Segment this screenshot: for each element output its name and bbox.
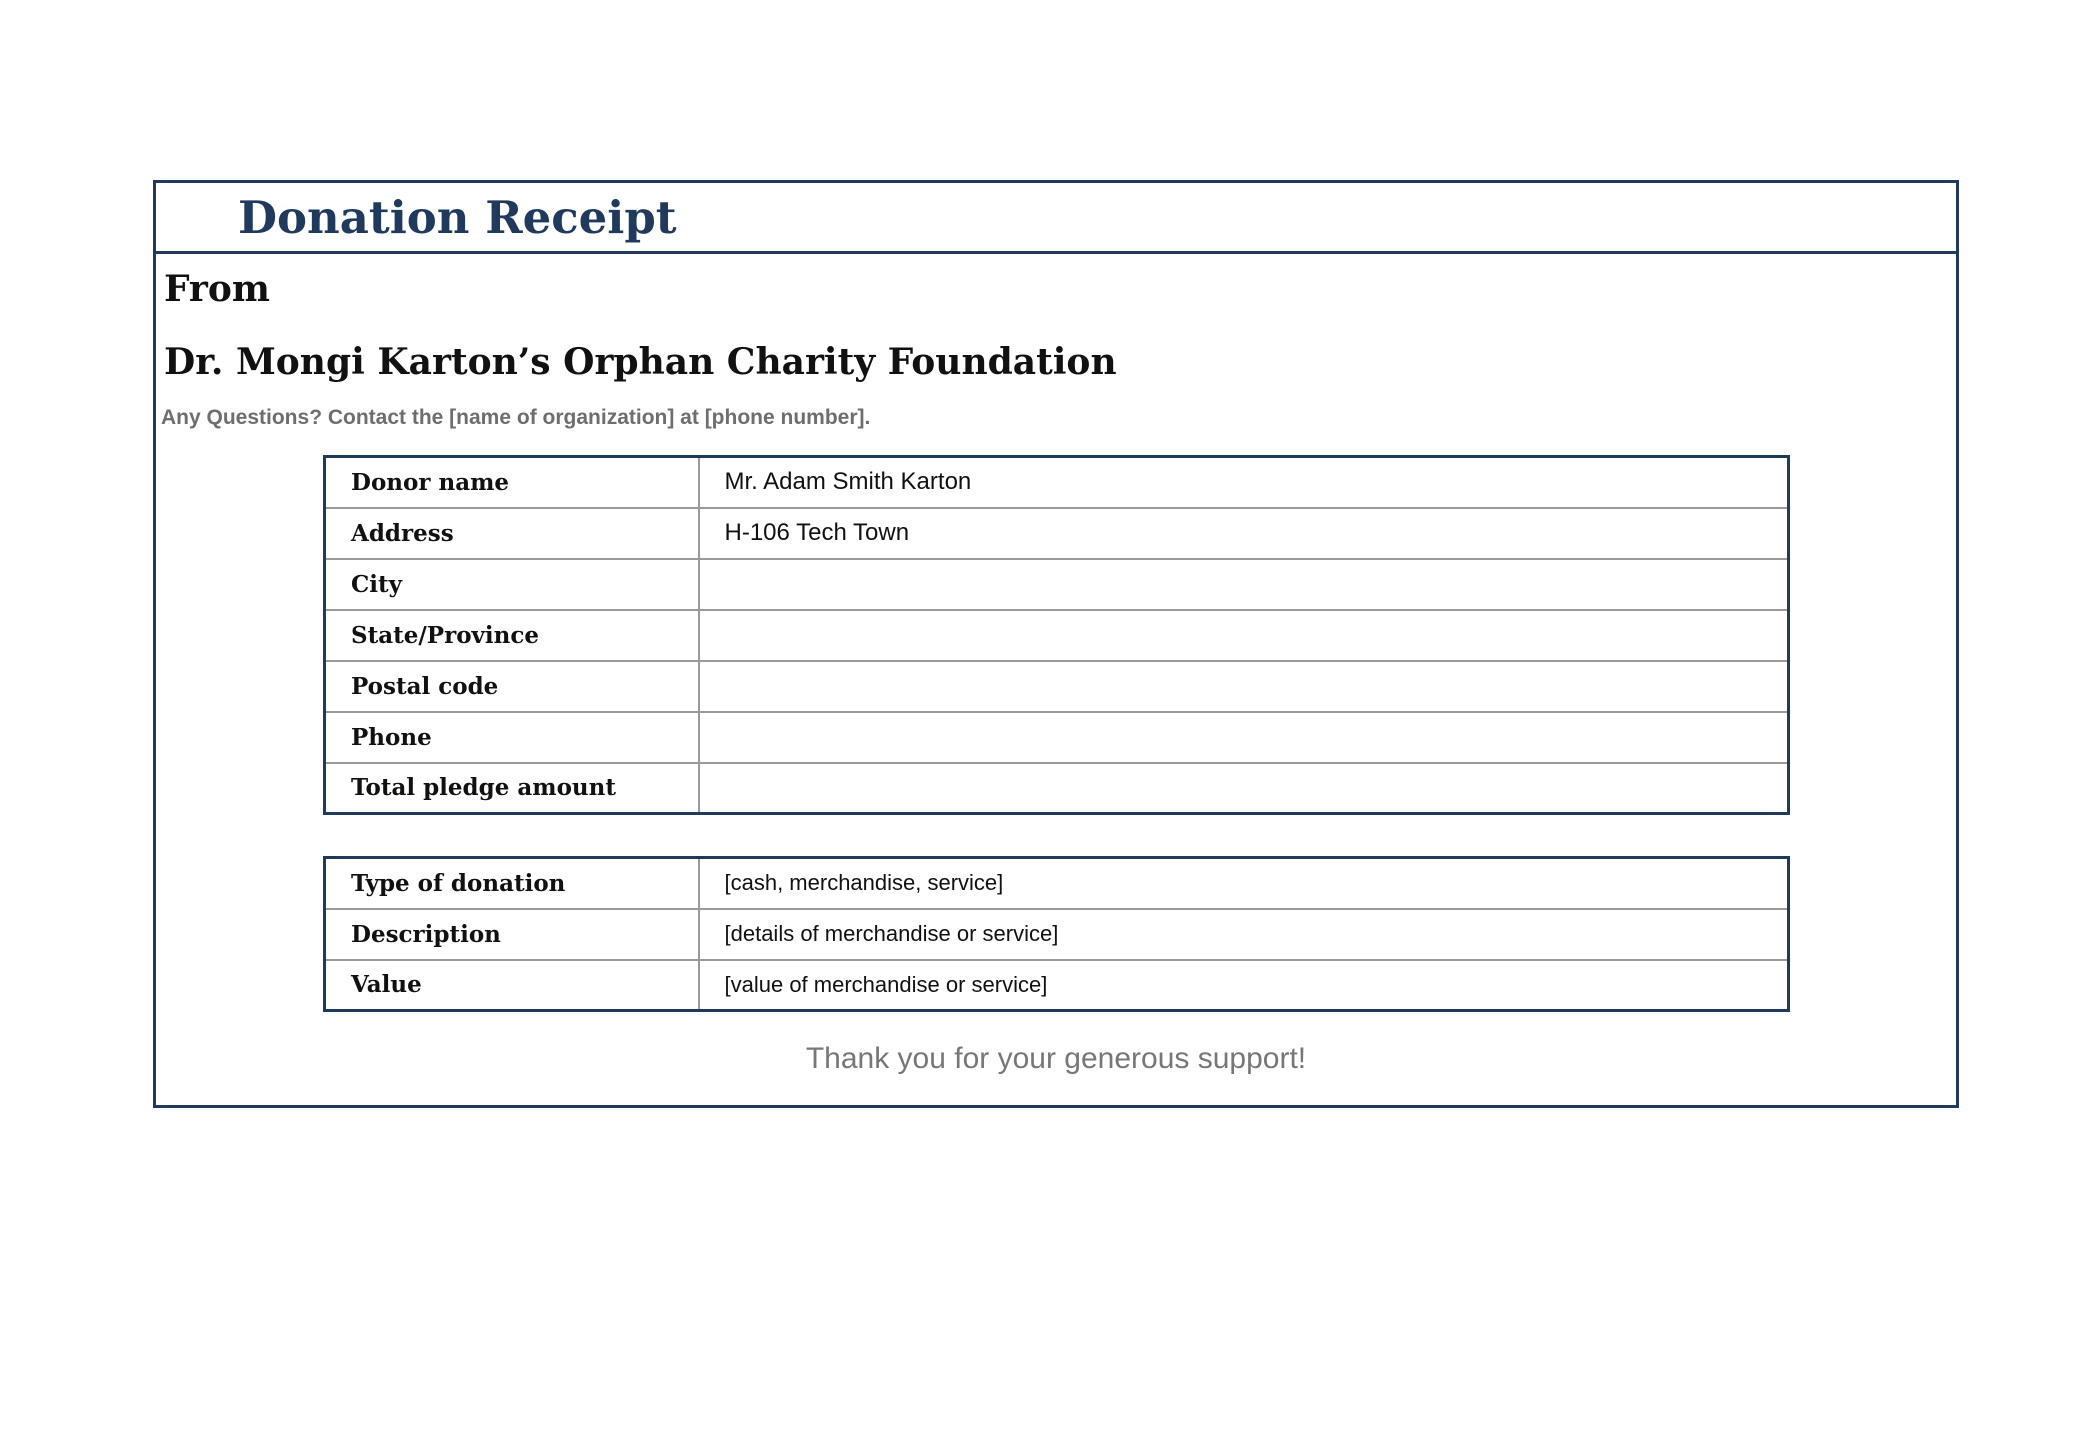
donation-details-table bbox=[323, 856, 1790, 1012]
total-pledge-label: Total pledge amount bbox=[325, 763, 699, 814]
donor-name-field[interactable]: Mr. Adam Smith Karton bbox=[699, 457, 1789, 508]
state-province-field[interactable] bbox=[699, 610, 1789, 661]
table-row-donor-name bbox=[325, 457, 1789, 508]
address-label: Address bbox=[325, 508, 699, 559]
donor-info-table bbox=[323, 455, 1790, 815]
description-field[interactable]: [details of merchandise or service] bbox=[699, 909, 1789, 960]
city-label: City bbox=[325, 559, 699, 610]
donation-type-field[interactable]: [cash, merchandise, service] bbox=[699, 858, 1789, 909]
value-field[interactable]: [value of merchandise or service] bbox=[699, 960, 1789, 1011]
table-row-phone bbox=[325, 712, 1789, 763]
table-row-postal-code bbox=[325, 661, 1789, 712]
address-field[interactable]: H-106 Tech Town bbox=[699, 508, 1789, 559]
value-label: Value bbox=[325, 960, 699, 1011]
table-row-city bbox=[325, 559, 1789, 610]
page-title: Donation Receipt bbox=[238, 191, 677, 244]
from-label: From bbox=[164, 268, 270, 310]
phone-field[interactable] bbox=[699, 712, 1789, 763]
donor-name-label: Donor name bbox=[325, 457, 699, 508]
table-row-description bbox=[325, 909, 1789, 960]
thank-you-message: Thank you for your generous support! bbox=[805, 1042, 1307, 1075]
table-row-value bbox=[325, 960, 1789, 1011]
table-row-address bbox=[325, 508, 1789, 559]
organization-name: Dr. Mongi Karton’s Orphan Charity Foundation bbox=[164, 341, 1117, 383]
city-field[interactable] bbox=[699, 559, 1789, 610]
table-row-state bbox=[325, 610, 1789, 661]
donation-type-label: Type of donation bbox=[325, 858, 699, 909]
description-label: Description bbox=[325, 909, 699, 960]
postal-code-label: Postal code bbox=[325, 661, 699, 712]
total-pledge-field[interactable] bbox=[699, 763, 1789, 814]
phone-label: Phone bbox=[325, 712, 699, 763]
table-row-total-pledge bbox=[325, 763, 1789, 814]
table-row-type bbox=[325, 858, 1789, 909]
contact-note: Any Questions? Contact the [name of organization] at [phone number]. bbox=[161, 406, 871, 429]
state-province-label: State/Province bbox=[325, 610, 699, 661]
title-bar bbox=[156, 183, 1956, 254]
donation-receipt bbox=[153, 180, 1959, 1108]
postal-code-field[interactable] bbox=[699, 661, 1789, 712]
